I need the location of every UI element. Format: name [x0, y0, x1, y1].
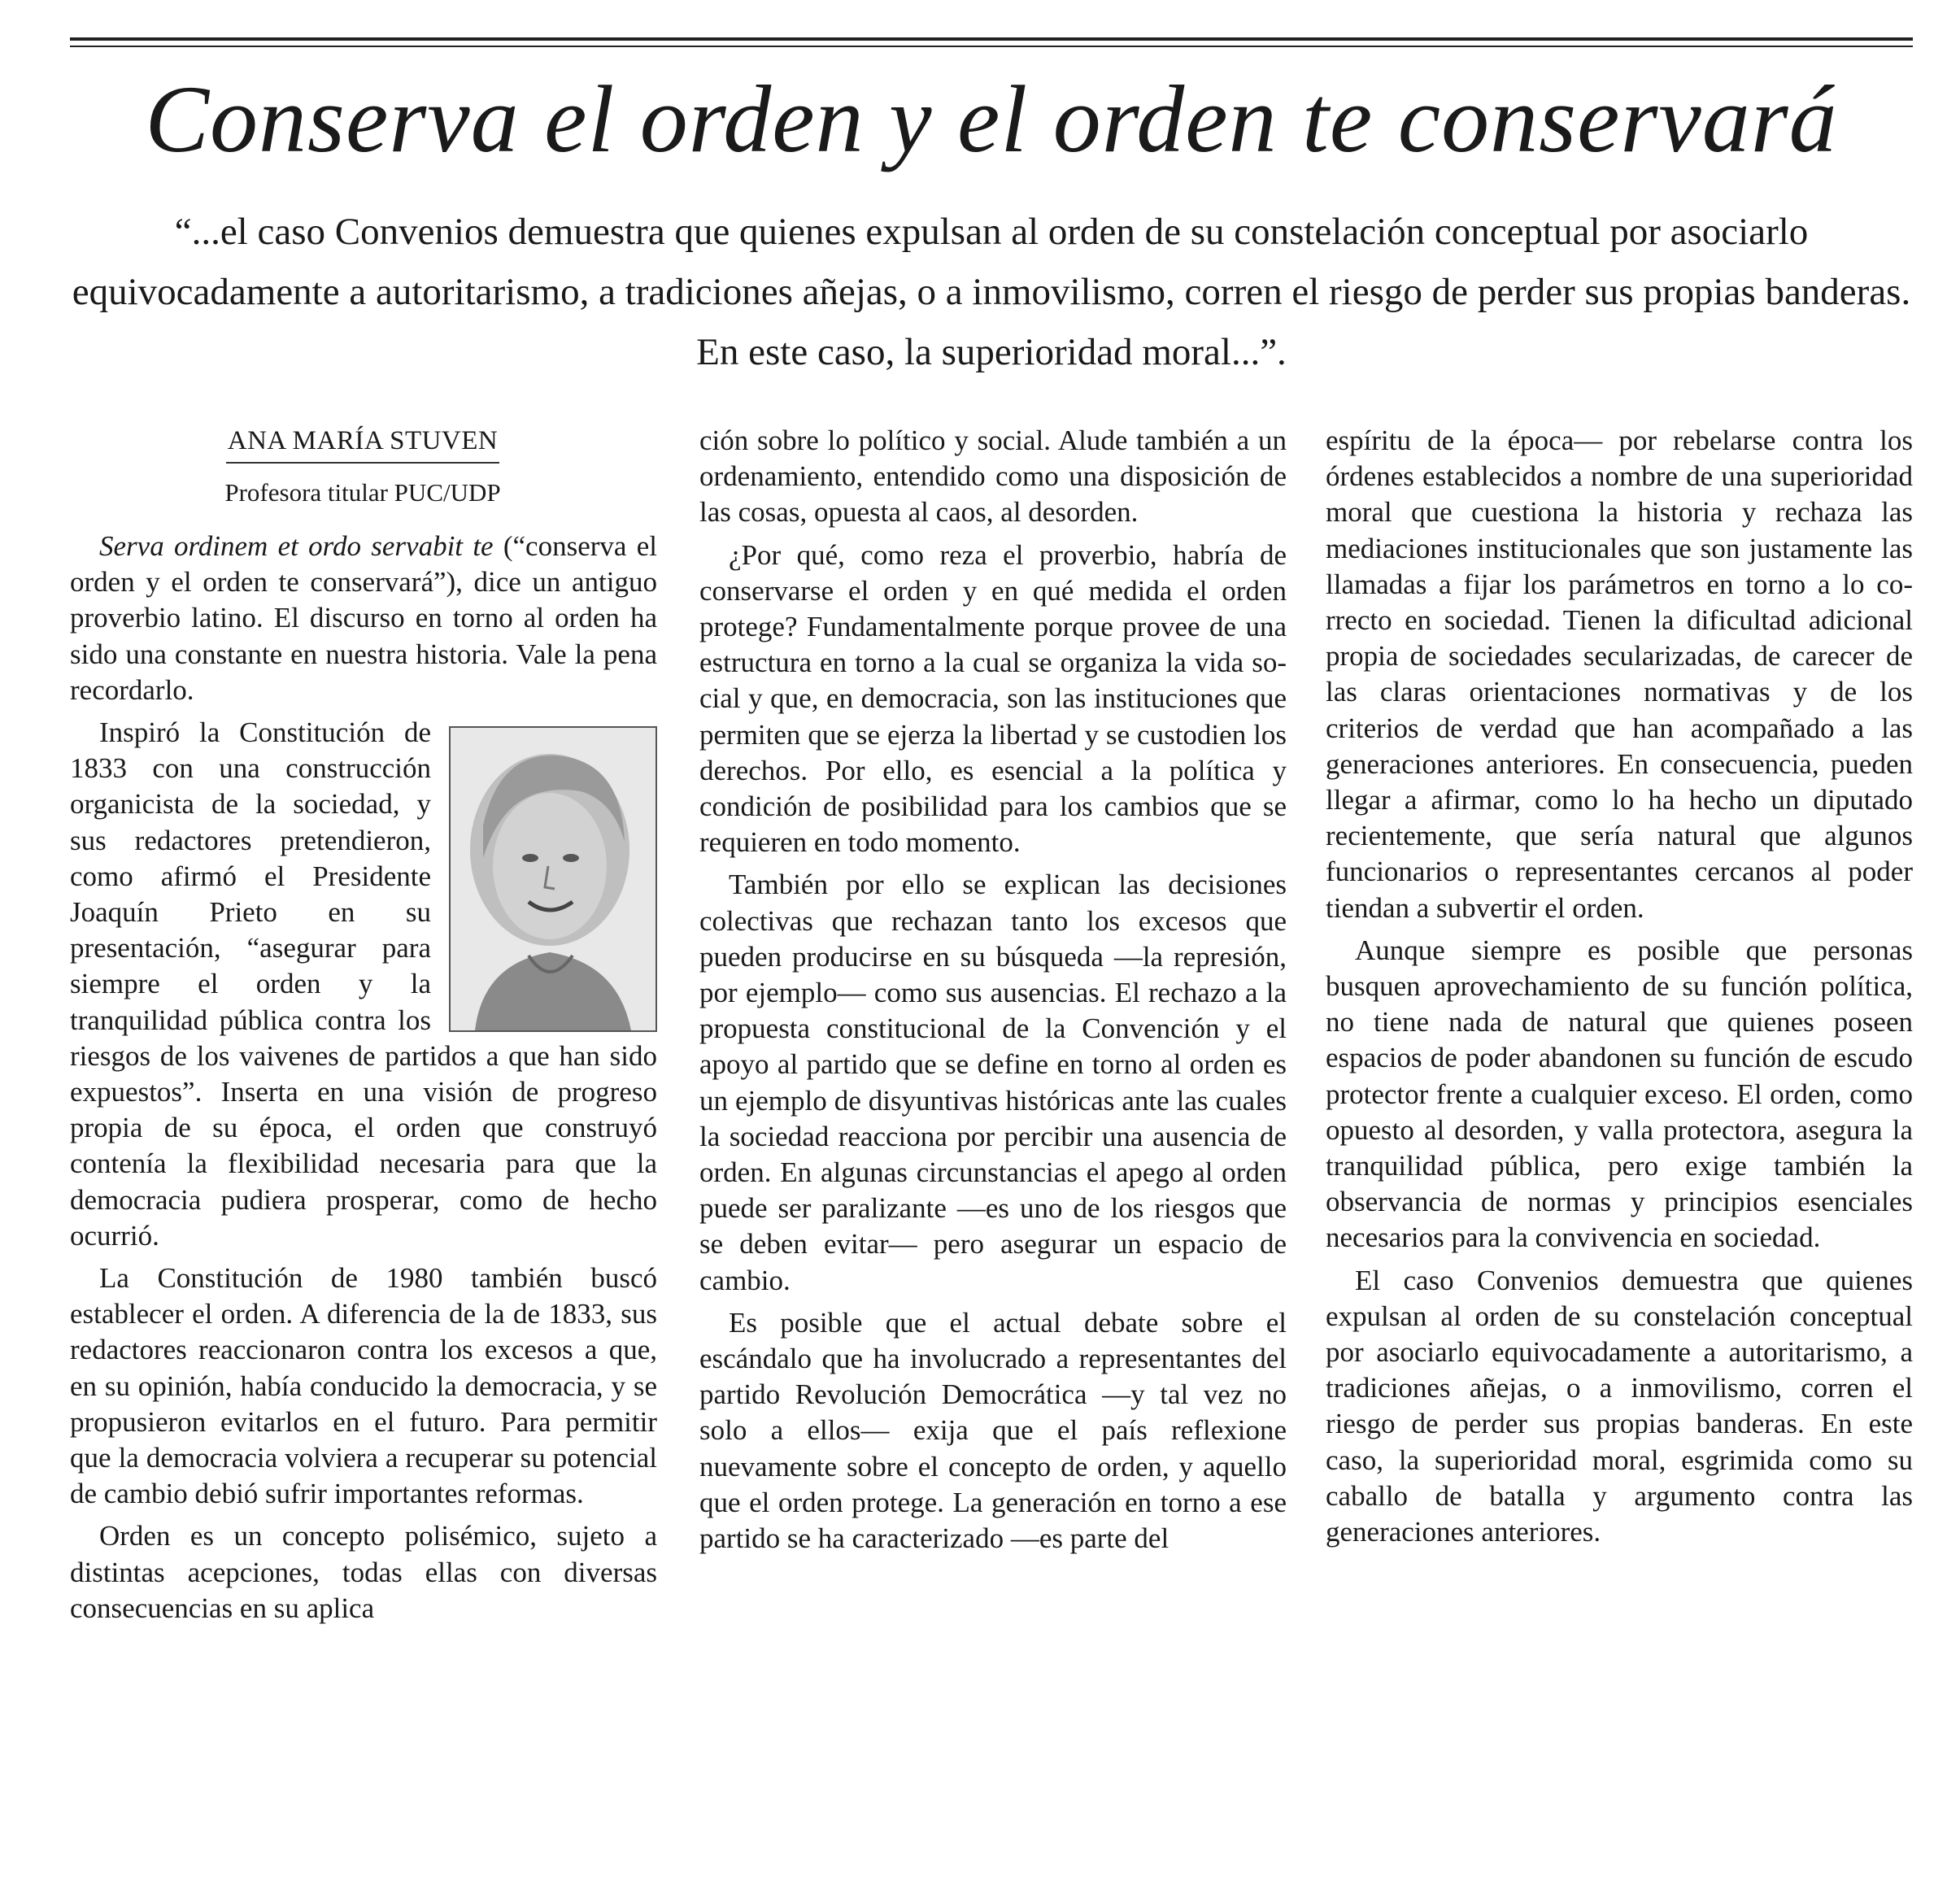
paragraph-6: También por ello se explican las decisiones colectivas que rechazan tanto los excesos que pueden producirse en su búsqueda —la represión, por ejemplo— como sus ausencias. El rechazo a la propuesta constitucional de la Convención y el apoyo al partido que se define en torno al orden es un ejemplo de disyuntivas históricas ante las cuales la sociedad reacciona por percibir una ausencia de orden. En algunas circunstancias el apego al orden puede ser paralizante —es uno de los riesgos que se deben evitar— pero asegurar un espacio de cambio.	[699, 869, 1287, 1296]
paragraph-9: El caso Convenios demuestra que quienes expulsan al orden de su constelación conceptual por asociarlo equivocadamente a autoritarismo, a tradiciones añejas, o a inmovilismo, corren el riesgo de perder sus propias banderas. En este caso, la superioridad moral, esgrimida como su caballo de batalla y argumento contra las generaciones anteriores.	[1326, 1264, 1913, 1548]
paragraph-1-text: (“conserva el orden y el orden te conservará”), dice un antiguo proverbio latino. El discurso en torno al orden ha sido una constante en nuestra historia. Vale la pena recordarlo.	[70, 530, 657, 706]
author-role: Profesora titular PUC/UDP	[224, 478, 501, 507]
column-1	[70, 529, 657, 1626]
byline	[70, 423, 656, 511]
column-3	[1326, 423, 1913, 1550]
paragraph-3: La Constitución de 1980 también buscó establecer el orden. A diferencia de la de 1833, sus redactores reaccionaron contra los excesos a que, en su opinión, había conducido la democracia, y se propusieron evitarlos en el futuro. Para permitir que la democracia volviera a recuperar su potencial de cambio debió sufrir importantes reformas.	[70, 1262, 657, 1510]
column-2	[699, 423, 1287, 1557]
latin-proverb: Serva ordinem et ordo servabit te	[99, 530, 494, 562]
author-name: ANA MARÍA STUVEN	[226, 423, 500, 464]
paragraph-4-continued: ción sobre lo político y social. Alude también a un ordenamiento, entendido como una disposición de las cosas, opuesta al caos, al desorden.	[699, 425, 1287, 529]
paragraph-1	[70, 529, 657, 708]
paragraph-2: Inspiró la Constitución de 1833 con una construcción organicista de la sociedad, y sus redactores pretendieron, como afirmó el Presidente Joaquín Prieto en su presentación, “asegurar para siempre el orden y la tranquilidad pública contra los riesgos de los vaivenes de partidos a que han sido expuestos”. Inserta en una visión de progreso propia de su época, el orden que construyó contenía la flexibilidad necesaria para que la democracia pudiera prosperar, como de hecho ocurrió.	[70, 716, 657, 1252]
portrait-image	[451, 728, 656, 1030]
paragraph-4: Orden es un concepto polisémico, sujeto a distintas acepciones, todas ellas con diversas consecuencias en su aplica	[70, 1520, 657, 1624]
paragraph-8: Aunque siempre es posible que personas busquen aprovechamiento de su función política, no tiene nada de natural que quienes poseen espacios de poder abandonen su función de escudo protector frente a cualquier exceso. El orden, como opuesto al desorden, y valla protectora, asegura la tranquilidad pública, pero exige también la observancia de normas y principios esenciales necesarios para la convivencia en sociedad.	[1326, 934, 1913, 1254]
author-photo	[449, 726, 657, 1032]
headline: Conserva el orden y el orden te conservará	[145, 66, 1838, 172]
paragraph-7: Es posible que el actual debate sobre el escándalo que ha involucrado a representantes del partido Revolución Democrática —y tal vez no solo a ellos— exija que el país reflexione nuevamente sobre el concepto de orden, y aquello que el orden protege. La generación en torno a ese partido se ha caracterizado —es parte del	[699, 1306, 1287, 1555]
pull-quote: “...el caso Convenios demuestra que quienes expulsan al orden de su constelación conceptual por asociarlo equivocadamente a autoritarismo, a tradiciones añejas, o a inmovilismo, corren el riesgo de perder sus propias banderas. En este caso, la superioridad moral...”.	[72, 211, 1911, 373]
top-rule	[70, 37, 1913, 41]
paragraph-5: ¿Por qué, como reza el proverbio, habría de conservarse el orden y en qué medida el orden protege? Fundamentalmente porque provee de una estructura en torno a la cual se organiza la vida social y que, en democracia, son las instituciones que permiten que se ejerza la libertad y se custodien los derechos. Por ello, es esencial a la política y condición de posibilidad para los cambios que se requieren en todo momento.	[699, 538, 1287, 859]
top-rule-thin	[70, 46, 1913, 47]
paragraph-7-continued: espíritu de la época— por rebelarse contra los órdenes establecidos a nombre de una superioridad moral que cuestiona la historia y rechaza las mediaciones institucionales que son justamente las llamadas a fijar los parámetros en torno a lo correcto en sociedad. Tienen la dificultad adicional propia de sociedades secularizadas, de carecer de las claras orientaciones normativas y de los criterios de verdad que han acompañado a las generaciones anteriores. En consecuencia, pueden llegar a afirmar, como lo ha hecho un diputado recientemente, que sería natural que algunos funcionarios o representantes cercanos al poder tiendan a subvertir el orden.	[1326, 425, 1913, 924]
